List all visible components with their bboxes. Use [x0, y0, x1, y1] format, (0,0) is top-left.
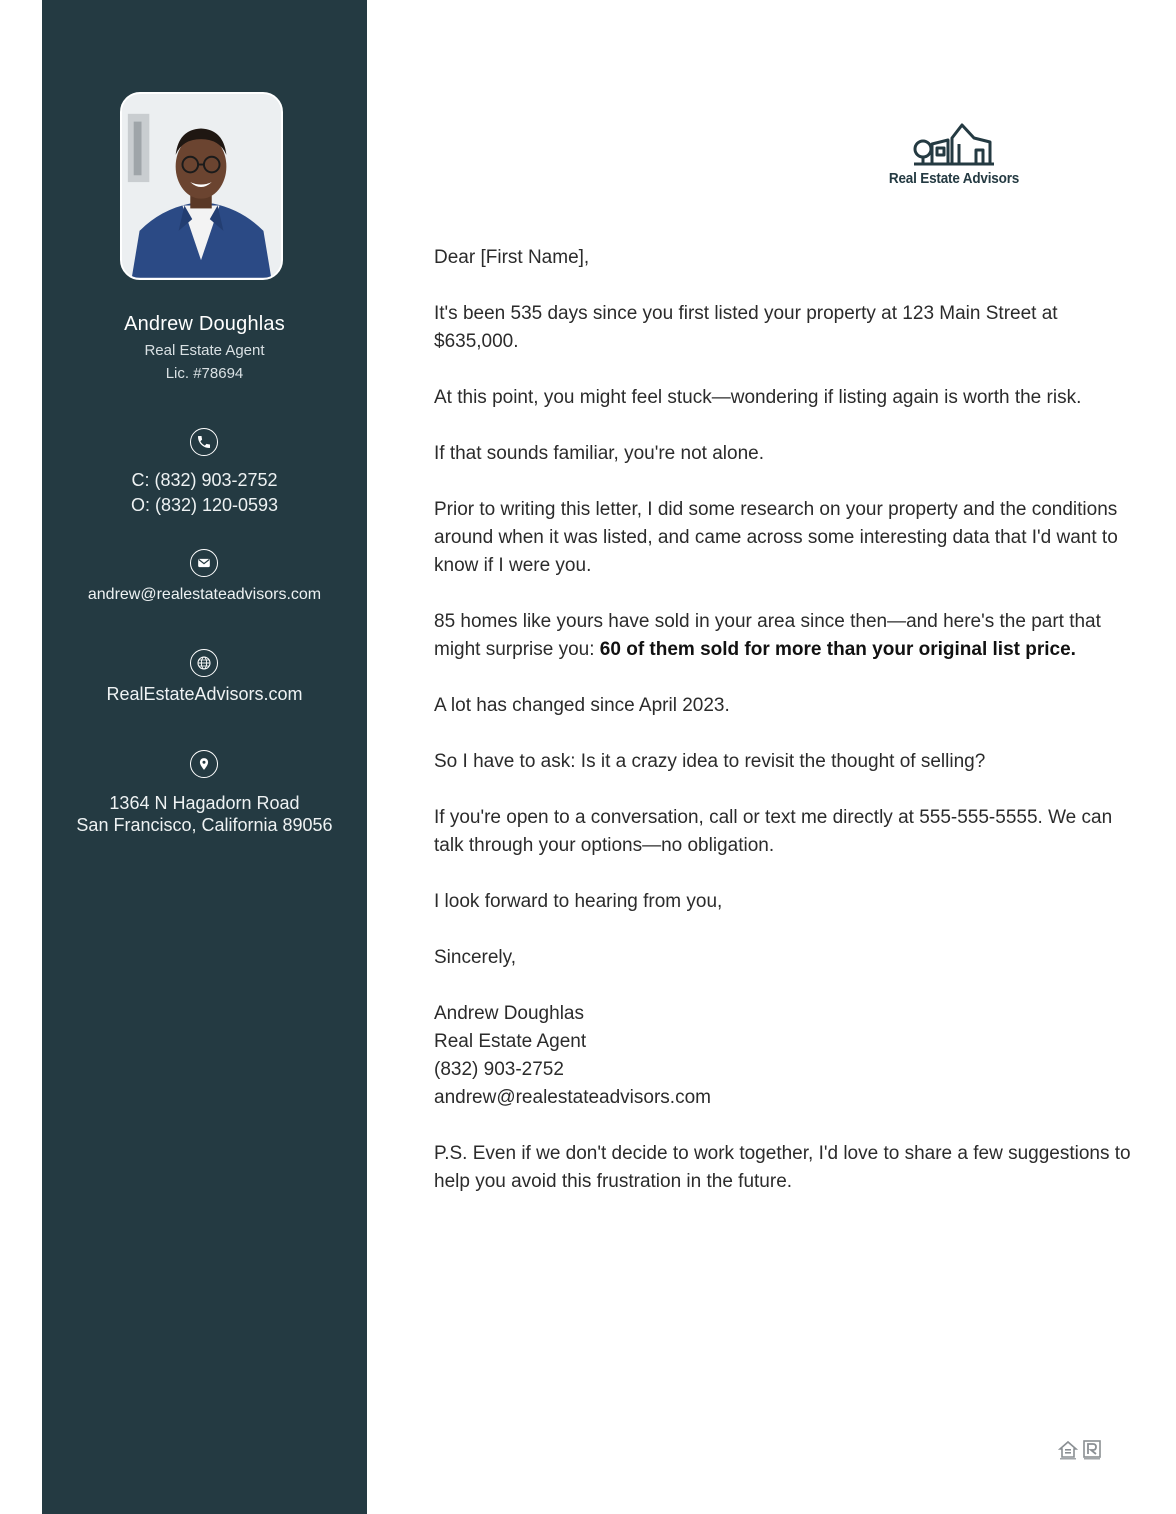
- signature-email[interactable]: andrew@realestateadvisors.com: [434, 1087, 711, 1108]
- signature-block: [434, 1000, 1144, 1112]
- email-icon: [190, 549, 218, 577]
- sidebar: [42, 0, 367, 1514]
- agent-name: Andrew Doughlas: [124, 313, 285, 335]
- agent-title: Real Estate Agent: [144, 342, 265, 359]
- email-link[interactable]: andrew@realestateadvisors.com: [87, 586, 322, 603]
- paragraph-2: At this point, you might feel stuck—wondering if listing again is worth the risk.: [434, 387, 1082, 408]
- address-line-2: San Francisco, California 89056: [76, 815, 333, 835]
- footer-icons: [1058, 1440, 1101, 1465]
- globe-icon: [190, 649, 218, 677]
- paragraph-8: If you're open to a conversation, call or text me directly at 555-555-5555. We can talk through your options—no obligation.: [434, 807, 1113, 856]
- signature-phone[interactable]: (832) 903-2752: [434, 1059, 564, 1080]
- paragraph-1: It's been 535 days since you first listed your property at 123 Main Street at $635,000.: [434, 303, 1058, 352]
- logo-text: Real Estate Advisors: [888, 170, 1020, 187]
- address-line-1: 1364 N Hagadorn Road: [109, 793, 300, 813]
- signature-title: Real Estate Agent: [434, 1031, 587, 1052]
- paragraph-5-highlight: 60 of them sold for more than your original list price.: [599, 639, 1076, 660]
- greeting: Dear [First Name],: [434, 247, 590, 268]
- phone-office[interactable]: O: (832) 120-0593: [130, 495, 279, 515]
- closing: Sincerely,: [434, 947, 517, 968]
- paragraph-3: If that sounds familiar, you're not alone.: [434, 443, 764, 464]
- letter-body: [434, 244, 1144, 1224]
- phone-icon: [190, 428, 218, 456]
- realtor-icon: [1083, 1440, 1101, 1465]
- phone-cell[interactable]: C: (832) 903-2752: [131, 470, 278, 490]
- equal-housing-icon: [1058, 1440, 1078, 1465]
- paragraph-4: Prior to writing this letter, I did some research on your property and the conditions around when it was listed, and came across some interesting data that I'd want to know if I were you.: [434, 499, 1118, 576]
- company-logo: [880, 120, 1028, 187]
- location-pin-icon: [190, 750, 218, 778]
- paragraph-5-lead: 85 homes like yours have sold in your area since then—and here's the part that might surprise you:: [434, 611, 1101, 660]
- website-link[interactable]: RealEstateAdvisors.com: [106, 684, 303, 704]
- paragraph-6: A lot has changed since April 2023.: [434, 695, 730, 716]
- houses-icon: [912, 120, 996, 166]
- postscript: P.S. Even if we don't decide to work together, I'd love to share a few suggestions to help you avoid this frustration in the future.: [434, 1143, 1131, 1192]
- agent-photo: [120, 92, 283, 280]
- signature-name: Andrew Doughlas: [434, 1003, 584, 1024]
- paragraph-7: So I have to ask: Is it a crazy idea to revisit the thought of selling?: [434, 751, 986, 772]
- paragraph-5: [434, 608, 1144, 664]
- paragraph-9: I look forward to hearing from you,: [434, 891, 723, 912]
- agent-license: Lic. #78694: [165, 365, 244, 382]
